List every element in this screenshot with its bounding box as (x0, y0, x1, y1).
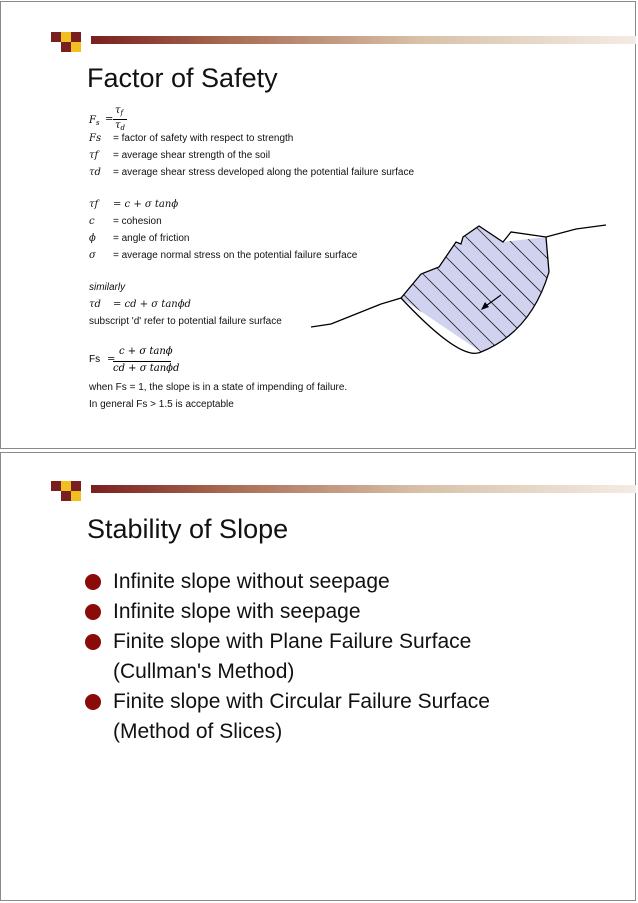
def-tau-f: τf = average shear strength of the soil (89, 150, 271, 161)
sliding-mass (401, 226, 549, 352)
slide-stability-of-slope (0, 452, 636, 901)
developed-shear-equation: τd = cd + σ tanϕd (89, 299, 191, 310)
subscript-note: subscript 'd' refer to potential failure surface (89, 316, 282, 327)
list-item: Infinite slope with seepage (85, 597, 605, 627)
def-c: c = cohesion (89, 216, 162, 227)
note-impending-failure: when Fs = 1, the slope is in a state of impending of failure. (89, 382, 348, 393)
mohr-coulomb-equation: τf = c + σ tanϕ (89, 199, 179, 210)
bullet-icon (85, 574, 101, 590)
topic-list (85, 567, 605, 747)
similarly-label: similarly (89, 282, 126, 293)
slide-factor-of-safety: Factor of Safety $F_s$ = $\tau_f$ $\tau_d$ Fs = factor of safety with respect to strength τf = average shear strength of the soil τd = average shear stress developed along the potential failure surface τf = c + σ tanϕ c = cohesion ϕ = angle of friction σ = average normal stress on the potential failure surface similarly τd = cd + σ tanϕd subscript 'd' refer to potential failure surface Fs = c + σ tanϕ cd + σ tanϕd when Fs = 1, the slope is in a state of impending of failure. In general Fs > 1.5 is acceptable (0, 1, 636, 449)
list-item: Finite slope with Plane Failure Surface (Cullman's Method) (85, 627, 605, 687)
page-title: Factor of Safety (87, 63, 278, 93)
def-tau-d: τd = average shear stress developed along the potential failure surface (89, 167, 415, 178)
page-title: Stability of Slope (87, 514, 289, 544)
def-fs: Fs = factor of safety with respect to strength (89, 133, 294, 144)
bullet-icon (85, 604, 101, 620)
bullet-icon (85, 694, 101, 710)
note-acceptable: In general Fs > 1.5 is acceptable (89, 399, 234, 410)
list-item: Infinite slope without seepage (85, 567, 605, 597)
slope-failure-diagram (311, 182, 611, 372)
def-phi: ϕ = angle of friction (89, 233, 190, 244)
def-sigma: σ = average normal stress on the potential failure surface (89, 250, 358, 261)
bullet-icon (85, 634, 101, 650)
list-item: Finite slope with Circular Failure Surface (Method of Slices) (85, 687, 605, 747)
